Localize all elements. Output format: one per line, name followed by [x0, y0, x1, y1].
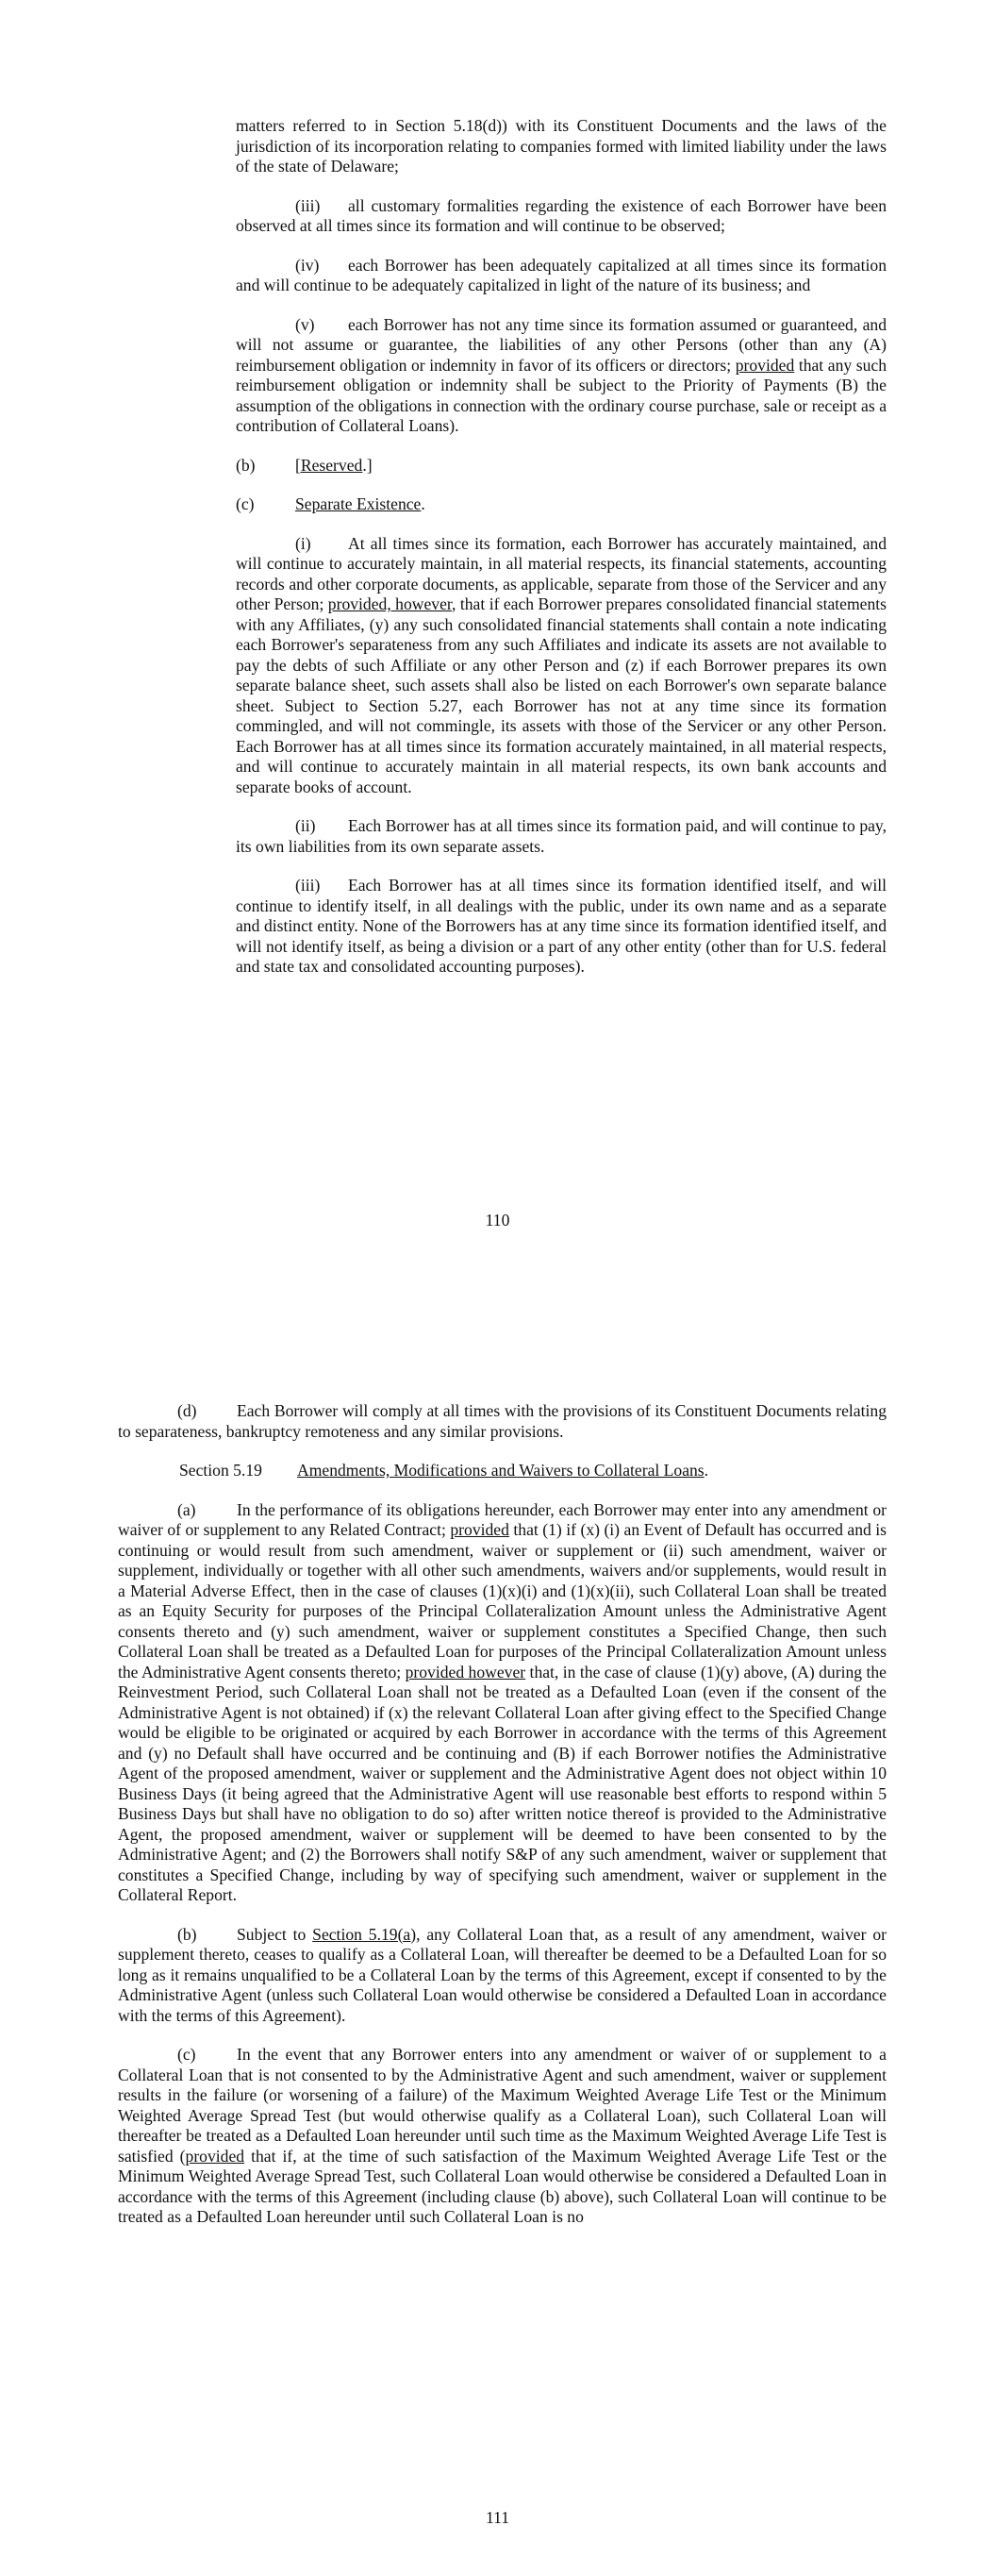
separate-existence-heading: Separate Existence: [295, 494, 422, 513]
section-tail: .: [704, 1461, 709, 1480]
section-5-19-heading: [118, 1461, 887, 1481]
clause-tail: .]: [362, 455, 373, 475]
clause-iii: [236, 196, 887, 237]
clause-label: (d): [177, 1401, 197, 1420]
clause-text: Each Borrower has at all times since its formation paid, and will continue to pay, its own liabilities from its own separate assets.: [236, 816, 887, 856]
clause-label: (a): [177, 1499, 196, 1519]
clause-label: (iv): [295, 255, 320, 275]
clause-text: Subject to: [237, 1924, 313, 1944]
clause-text: that, in the case of clause (1)(y) above, (A) during the Reinvestment Period, such Collateral Loan shall not be treated as a Defaulted Loan (even if the consent of the Administrative Agent is not obtained) if (x) the relevant Collateral Loan after giving effect to the Specified Change would be eligible to be originated or acquired by each Borrower in accordance with the terms of this Agreement and (y) no Default shall have occurred and be continuing and (B) if each Borrower notifies the Administrative Agent of the proposed amendment, waiver or supplement and the Administrative Agent does not object within 10 Business Days (it being agreed that the Administrative Agent will use reasonable best efforts to respond within 5 Business Days but shall have no obligation to do so) after written notice thereof is provided to the Administrative Agent, the proposed amendment, waiver or supplement will be deemed to have been consented to by the Administrative Agent; and (2) the Borrowers shall notify S&P of any such amendment, waiver or supplement that constitutes a Specified Change, including by way of specifying such amendment, waiver or supplement in the Collateral Report.: [118, 1662, 887, 1904]
clause-v: [236, 315, 887, 437]
clause-b: [236, 456, 887, 477]
clause-c: [118, 2045, 887, 2228]
section-label: Section 5.19: [179, 1461, 262, 1480]
clause-c-i: [236, 534, 887, 798]
continuation-paragraph: matters referred to in Section 5.18(d)) with its Constituent Documents and the laws of the jurisdiction of its incorporation relating to companies formed with limited liability under the laws of the state of Delaware;: [236, 116, 887, 176]
clause-text: In the performance of its obligations hereunder, each Borrower may enter into any amendment or waiver of or supplement to any Related Contract;: [118, 1499, 887, 1539]
clause-text: that (1) if (x) (i) an Event of Default has occurred and is continuing or would result from such amendment, waiver or supplement or (ii) such amendment, waiver or supplement, individually or together with all other such amendments, waivers and/or supplements, would result in a Material Adverse Effect, then in the case of clauses (1)(x)(i) and (1)(x)(ii), such Collateral Loan shall be treated as an Equity Security for purposes of the Principal Collateralization Amount unless the Administrative Agent consents thereto and (y) such amendment, waiver or supplement constitutes a Specified Change, then such Collateral Loan shall be treated as a Defaulted Loan for purposes of the Principal Collateralization Amount unless the Administrative Agent consents thereto;: [118, 1520, 887, 1681]
clause-label: (b): [177, 1924, 197, 1944]
page-number: 110: [485, 1211, 510, 1229]
page-111-body: [118, 1401, 887, 2228]
clause-text: In the event that any Borrower enters into any amendment or waiver of or supplement to a Collateral Loan that is not consented to by the Administrative Agent and such amendment, waiver or supplement results in the failure (or worsening of a failure) of the Maximum Weighted Average Life Test or the Minimum Weighted Average Spread Test (but would otherwise qualify as a Collateral Loan), such Collateral Loan will thereafter be treated as a Defaulted Loan hereunder until such time as the Maximum Weighted Average Life Test is satisfied (: [118, 2045, 887, 2166]
clause-c-ii: [236, 816, 887, 857]
clause-tail: .: [421, 494, 425, 513]
clause-text: each Borrower has not any time since its formation assumed or guaranteed, and will not assume or guarantee, the liabilities of any other Persons (other than any (A) reimbursement obligation or indemnity in favor of its officers or directors;: [236, 314, 887, 375]
provided-term: provided: [185, 2146, 245, 2166]
provided-however-term: provided, however: [327, 594, 453, 613]
clause-text: that if, at the time of such satisfaction of the Maximum Weighted Average Life Test or the Minimum Weighted Average Spread Test, such Collateral Loan would otherwise be considered a Defaulted Loan in accordance with the terms of this Agreement (including clause (b) above), such Collateral Loan will continue to be treated as a Defaulted Loan hereunder until such Collateral Loan is no: [118, 2146, 887, 2226]
page-111: [0, 1283, 995, 2576]
reserved-heading: [Reserved: [295, 455, 363, 475]
clause-label: (v): [295, 314, 315, 334]
provided-term: provided: [450, 1520, 509, 1539]
page-number: 111: [485, 2508, 510, 2527]
clause-d: [118, 1401, 887, 1442]
clause-text: , that if each Borrower prepares consolidated financial statements with any Affiliates, (y) any such consolidated financial statements shall contain a note indicating each Borrower's separateness from any such Affiliates and indicate its assets are not available to pay the debts of such Affiliate or any other Person and (z) if each Borrower prepares its own separate balance sheet, such assets shall also be listed on each Borrower's own separate balance sheet. Subject to Section 5.27, each Borrower has not at any time since its formation commingled, and will not commingle, its assets with those of the Servicer or any other Person. Each Borrower has at all times since its formation accurately maintained, in all material respects, and will continue to accurately maintain in all material respects, its own bank accounts and separate books of account.: [236, 594, 887, 796]
clause-c: [236, 494, 887, 515]
clause-text: At all times since its formation, each Borrower has accurately maintained, and will continue to accurately maintain, in all material respects, its financial statements, accounting records and other corporate documents, as applicable, separate from those of the Servicer and any other Person;: [236, 533, 887, 613]
provided-however-term: provided however: [405, 1662, 526, 1681]
clause-iv: [236, 256, 887, 296]
clause-text: Each Borrower has at all times since its formation identified itself, and will continue to identify itself, in all dealings with the public, under its own name and as a separate and distinct entity. None of the Borrowers has at any time since its formation identified itself, and will not identify itself, as being a division or a part of any other entity (other than for U.S. federal and state tax and consolidated accounting purposes).: [236, 876, 887, 976]
page-110: [0, 0, 995, 1283]
clause-label: (iii): [295, 876, 321, 895]
clause-label: (c): [177, 2045, 196, 2064]
section-title: Amendments, Modifications and Waivers to Collateral Loans: [297, 1461, 705, 1480]
clause-text: all customary formalities regarding the existence of each Borrower have been observed at all times since its formation and will continue to be observed;: [236, 195, 887, 235]
clause-a: [118, 1500, 887, 1906]
clause-text: , any Collateral Loan that, as a result of any amendment, waiver or supplement thereto, ceases to qualify as a Collateral Loan, will thereafter be deemed to be a Defaulted Loan for so long as it remains unqualified to be a Collateral Loan by the terms of this Agreement, except if consented to by the Administrative Agent (unless such Collateral Loan would otherwise be considered a Defaulted Loan in accordance with the terms of this Agreement).: [118, 1924, 887, 2025]
clause-text: that any such reimbursement obligation or indemnity shall be subject to the Priority of Payments (B) the assumption of the obligations in connection with the ordinary course purchase, sale or receipt as a contribution of Collateral Loans).: [236, 355, 887, 435]
clause-label: (c): [236, 494, 255, 513]
clause-c-iii: [236, 876, 887, 978]
clause-text: Each Borrower will comply at all times with the provisions of its Constituent Documents relating to separateness, bankruptcy remoteness and any similar provisions.: [118, 1401, 887, 1441]
clause-text: each Borrower has been adequately capitalized at all times since its formation and will continue to be adequately capitalized in light of the nature of its business; and: [236, 255, 887, 294]
provided-term: provided: [735, 355, 795, 375]
section-reference: Section 5.19(a): [312, 1924, 417, 1944]
clause-b: [118, 1925, 887, 2027]
clause-label: (ii): [295, 816, 316, 835]
page-110-body: [236, 116, 887, 978]
clause-label: (i): [295, 533, 311, 553]
clause-label: (iii): [295, 195, 321, 215]
clause-label: (b): [236, 455, 256, 475]
